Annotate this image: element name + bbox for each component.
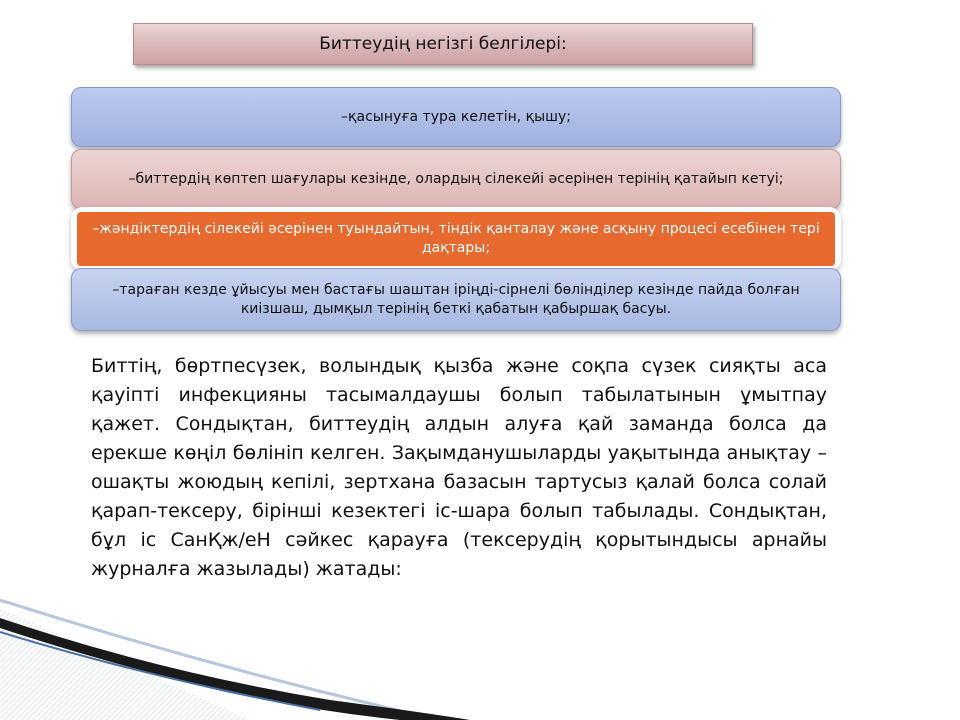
sign-item-text: –биттердің көптеп шағулары кезінде, олардың сілекейі әсерінен терінің қатайып кетуі;: [128, 170, 784, 187]
body-paragraph: Биттің, бөртпесүзек, волындық қызба және соқпа сүзек сияқты аса қауіпті инфекцияны тасымалдаушы болып табылатынын ұмытпау қажет. Сондықтан, биттеудің алдын алуға қай заманда болса да ерекше көңіл бөлініп келген. Зақымданушыларды уақытында анықтау – ошақты жоюдың кепілі, зертхана базасын тартусыз қалай болса солай қарап-тексеру, бірінші кезектегі іс-шара болып табылады. Сондықтан, бұл іс СанҚж/еН сәйкес қарауға (тексерудің қорытындысы арнайы журналға жазылады) жатады:: [91, 355, 827, 580]
sign-item-itching: [71, 87, 841, 147]
sign-item-skin-spots: [71, 207, 841, 271]
sign-item-skin-hardening: [71, 149, 841, 209]
sign-item-matted-hair: [71, 268, 841, 331]
sign-item-highlight: [77, 212, 835, 266]
slide-title: [133, 23, 753, 65]
sign-item-text: –тараған кезде ұйысуы мен бастағы шаштан іріңді-сірнелі бөлінділер кезінде пайда болған киізшаш, дымқыл терінің беткі қабатын қабыршақ басуы.: [112, 281, 800, 317]
slide-title-text: Биттеудің негізгі белгілері:: [319, 34, 567, 54]
sign-item-text: –жәндіктердің сілекейі әсерінен туындайтын, тіндік қанталау және асқыну процесі есебінен тері дақтары;: [92, 221, 820, 256]
sign-item-text: –қасынуға тура келетін, қышу;: [341, 108, 571, 125]
decorative-swoosh: [0, 560, 520, 720]
